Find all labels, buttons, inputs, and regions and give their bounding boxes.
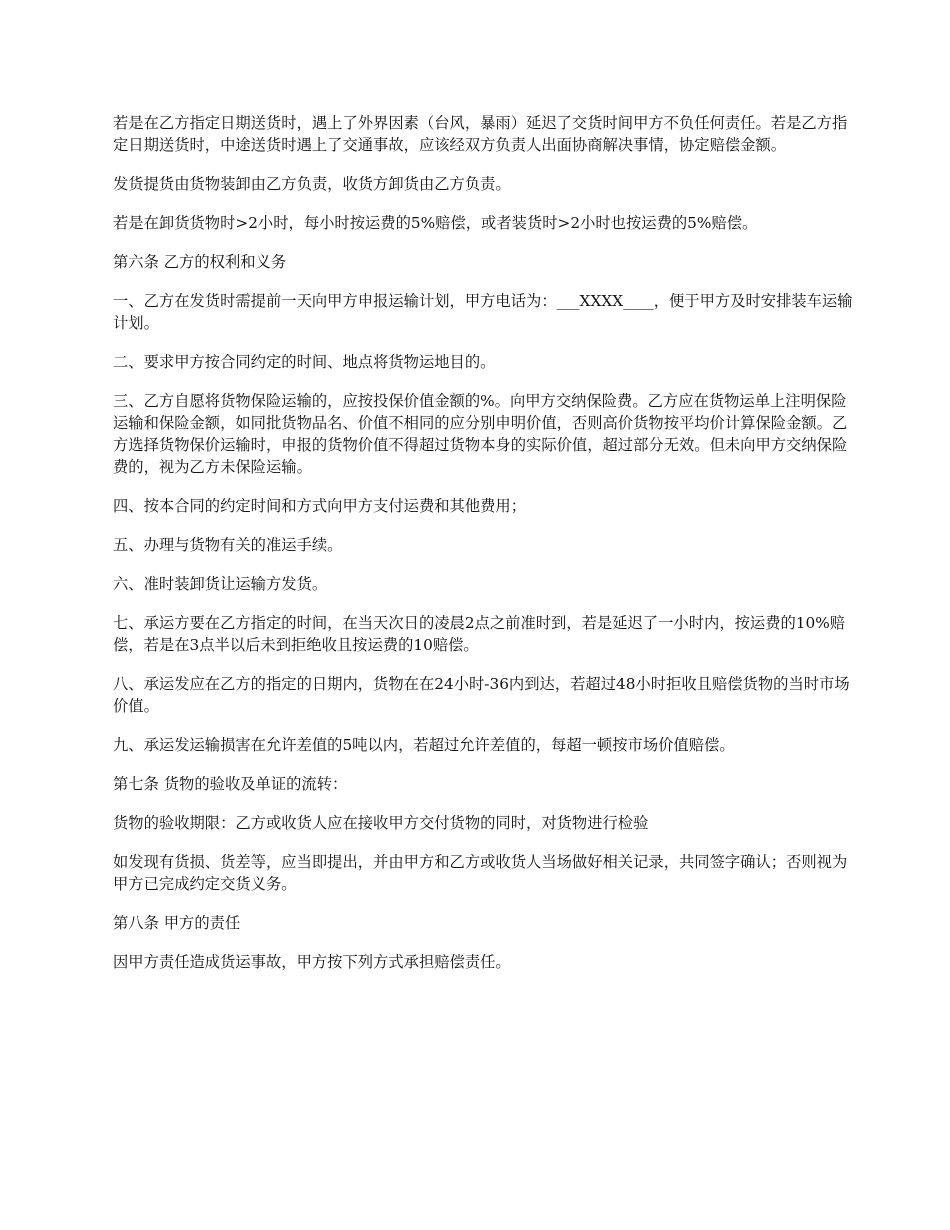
clause-6-7: 七、承运方要在乙方指定的时间，在当天次日的凌晨2点之前准时到，若是延迟了一小时内，按运费的10%赔偿，若是在3点半以后未到拒绝收且按运费的10赔偿。 bbox=[113, 614, 846, 654]
section-heading-article-7: 第七条 货物的验收及单证的流转： bbox=[113, 775, 348, 793]
paragraph-damage-report: 如发现有货损、货差等，应当即提出，并由甲方和乙方或收货人当场做好相关记录，共同签字确认；否则视为甲方已完成约定交货义务。 bbox=[113, 853, 848, 893]
paragraph-party-a-liability: 因甲方责任造成货运事故，甲方按下列方式承担赔偿责任。 bbox=[113, 953, 511, 971]
clause-6-2: 二、要求甲方按合同约定的时间、地点将货物运地目的。 bbox=[113, 353, 496, 371]
section-heading-article-8: 第八条 甲方的责任 bbox=[113, 914, 241, 932]
clause-6-8: 八、承运发应在乙方的指定的日期内，货物在在24小时-36内到达，若超过48小时拒收且赔偿货物的当时市场价值。 bbox=[113, 675, 850, 715]
clause-6-3: 三、乙方自愿将货物保险运输的，应按投保价值金额的%。向甲方交纳保险费。乙方应在货物运单上注明保险运输和保险金额，如同批货物品名、价值不相同的应分别申明价值，否则高价货物按平均价计算保险金额。乙方选择货物保价运输时，申报的货物价值不得超过货物本身的实际价值，超过部分无效。但未向甲方交纳保险费的，视为乙方未保险运输。 bbox=[113, 392, 848, 476]
paragraph-delivery-delay: 若是在乙方指定日期送货时，遇上了外界因素（台风，暴雨）延迟了交货时间甲方不负任何责任。若是乙方指定日期送货时，中途送货时遇上了交通事故，应该经双方负责人出面协商解决事情，协定赔偿金额。 bbox=[113, 114, 848, 154]
section-heading-article-6: 第六条 乙方的权利和义务 bbox=[113, 253, 287, 271]
document-body bbox=[113, 112, 853, 990]
clause-6-4: 四、按本合同的约定时间和方式向甲方支付运费和其他费用； bbox=[113, 497, 527, 515]
paragraph-unloading-compensation: 若是在卸货货物时>2小时，每小时按运费的5%赔偿，或者装货时>2小时也按运费的5%赔偿。 bbox=[113, 214, 758, 232]
paragraph-loading-responsibility: 发货提货由货物装卸由乙方负责，收货方卸货由乙方负责。 bbox=[113, 175, 511, 193]
clause-6-5: 五、办理与货物有关的准运手续。 bbox=[113, 536, 343, 554]
paragraph-inspection-period: 货物的验收期限：乙方或收货人应在接收甲方交付货物的同时，对货物进行检验 bbox=[113, 814, 649, 832]
clause-6-9: 九、承运发运输损害在允许差值的5吨以内，若超过允许差值的，每超一顿按市场价值赔偿。 bbox=[113, 736, 735, 754]
clause-6-1: 一、乙方在发货时需提前一天向甲方申报运输计划，甲方电话为：___XXXX____，便于甲方及时安排装车运输计划。 bbox=[113, 292, 853, 332]
clause-6-6: 六、准时装卸货让运输方发货。 bbox=[113, 575, 328, 593]
